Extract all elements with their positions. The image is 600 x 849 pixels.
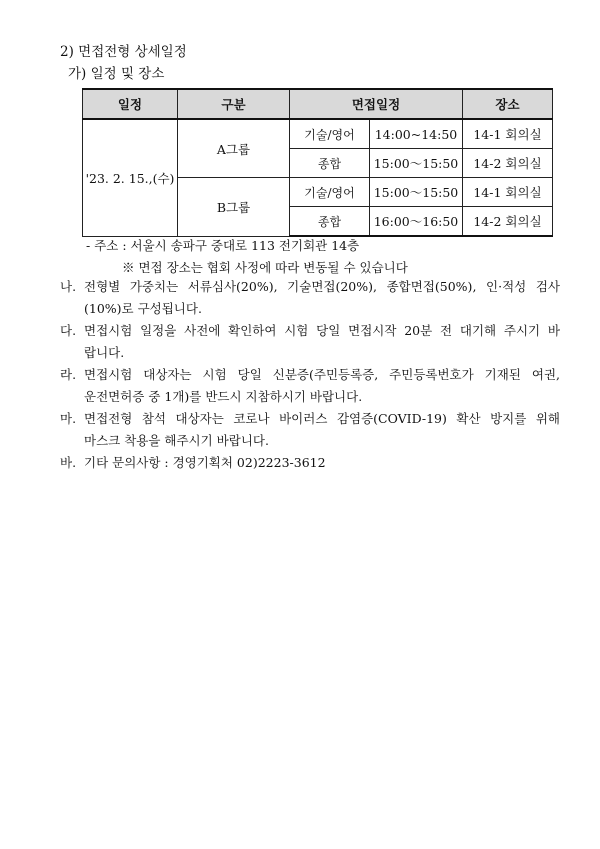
- time-cell: 15:00～15:50: [370, 149, 463, 178]
- type-cell: 종합: [290, 207, 370, 237]
- list-item-text: 전형별 가중치는 서류심사(20%), 기술면접(20%), 종합면접(50%), 인·적성 검사: [84, 279, 560, 294]
- list-item-text: 면접시험 일정을 사전에 확인하여 시험 당일 면접시작 20분 전 대기해 주시기 바: [84, 323, 560, 338]
- table-row: [83, 119, 553, 149]
- list-item-text: 면접시험 대상자는 시험 당일 신분증(주민등록증, 주민등록번호가 기재된 여권,: [84, 367, 560, 382]
- type-cell: 종합: [290, 149, 370, 178]
- list-item-text: 면접전형 참석 대상자는 코로나 바이러스 감염증(COVID-19) 확산 방지를 위해: [84, 411, 560, 426]
- list-marker: 마.: [60, 411, 77, 426]
- list-item-text: 운전면허증 중 1개)를 반드시 지참하시기 바랍니다.: [84, 389, 363, 404]
- list-marker: 라.: [60, 367, 77, 382]
- date-cell: '23. 2. 15.,(수): [83, 119, 178, 236]
- group-cell: B그룹: [178, 178, 290, 237]
- list-item-text: 랍니다.: [84, 345, 125, 360]
- room-cell: 14-2 회의실: [463, 207, 553, 237]
- address-line: - 주소 : 서울시 송파구 중대로 113 전기회관 14층: [86, 238, 360, 253]
- header-date: 일정: [83, 89, 178, 119]
- list-marker: 바.: [60, 455, 77, 470]
- time-cell: 15:00～15:50: [370, 178, 463, 207]
- header-interview-schedule: 면접일정: [290, 89, 463, 119]
- list-item-text: 기타 문의사항 : 경영기획처 02)2223-3612: [84, 455, 326, 470]
- section-heading: 2) 면접전형 상세일정: [60, 44, 187, 60]
- list-item-text: 마스크 착용을 해주시기 바랍니다.: [84, 433, 269, 448]
- location-change-note: ※ 면접 장소는 협회 사정에 따라 변동될 수 있습니다: [122, 260, 408, 275]
- type-cell: 기술/영어: [290, 119, 370, 149]
- subsection-heading: 가) 일정 및 장소: [68, 66, 165, 82]
- list-marker: 나.: [60, 279, 77, 294]
- room-cell: 14-2 회의실: [463, 149, 553, 178]
- time-cell: 14:00~14:50: [370, 119, 463, 149]
- list-item-text: (10%)로 구성됩니다.: [84, 301, 202, 316]
- header-category: 구분: [178, 89, 290, 119]
- header-location: 장소: [463, 89, 553, 119]
- table-header-row: [83, 89, 553, 119]
- interview-schedule-table: [82, 88, 553, 237]
- type-cell: 기술/영어: [290, 178, 370, 207]
- time-cell: 16:00～16:50: [370, 207, 463, 237]
- room-cell: 14-1 회의실: [463, 178, 553, 207]
- group-cell: A그룹: [178, 119, 290, 178]
- list-marker: 다.: [60, 323, 77, 338]
- room-cell: 14-1 회의실: [463, 119, 553, 149]
